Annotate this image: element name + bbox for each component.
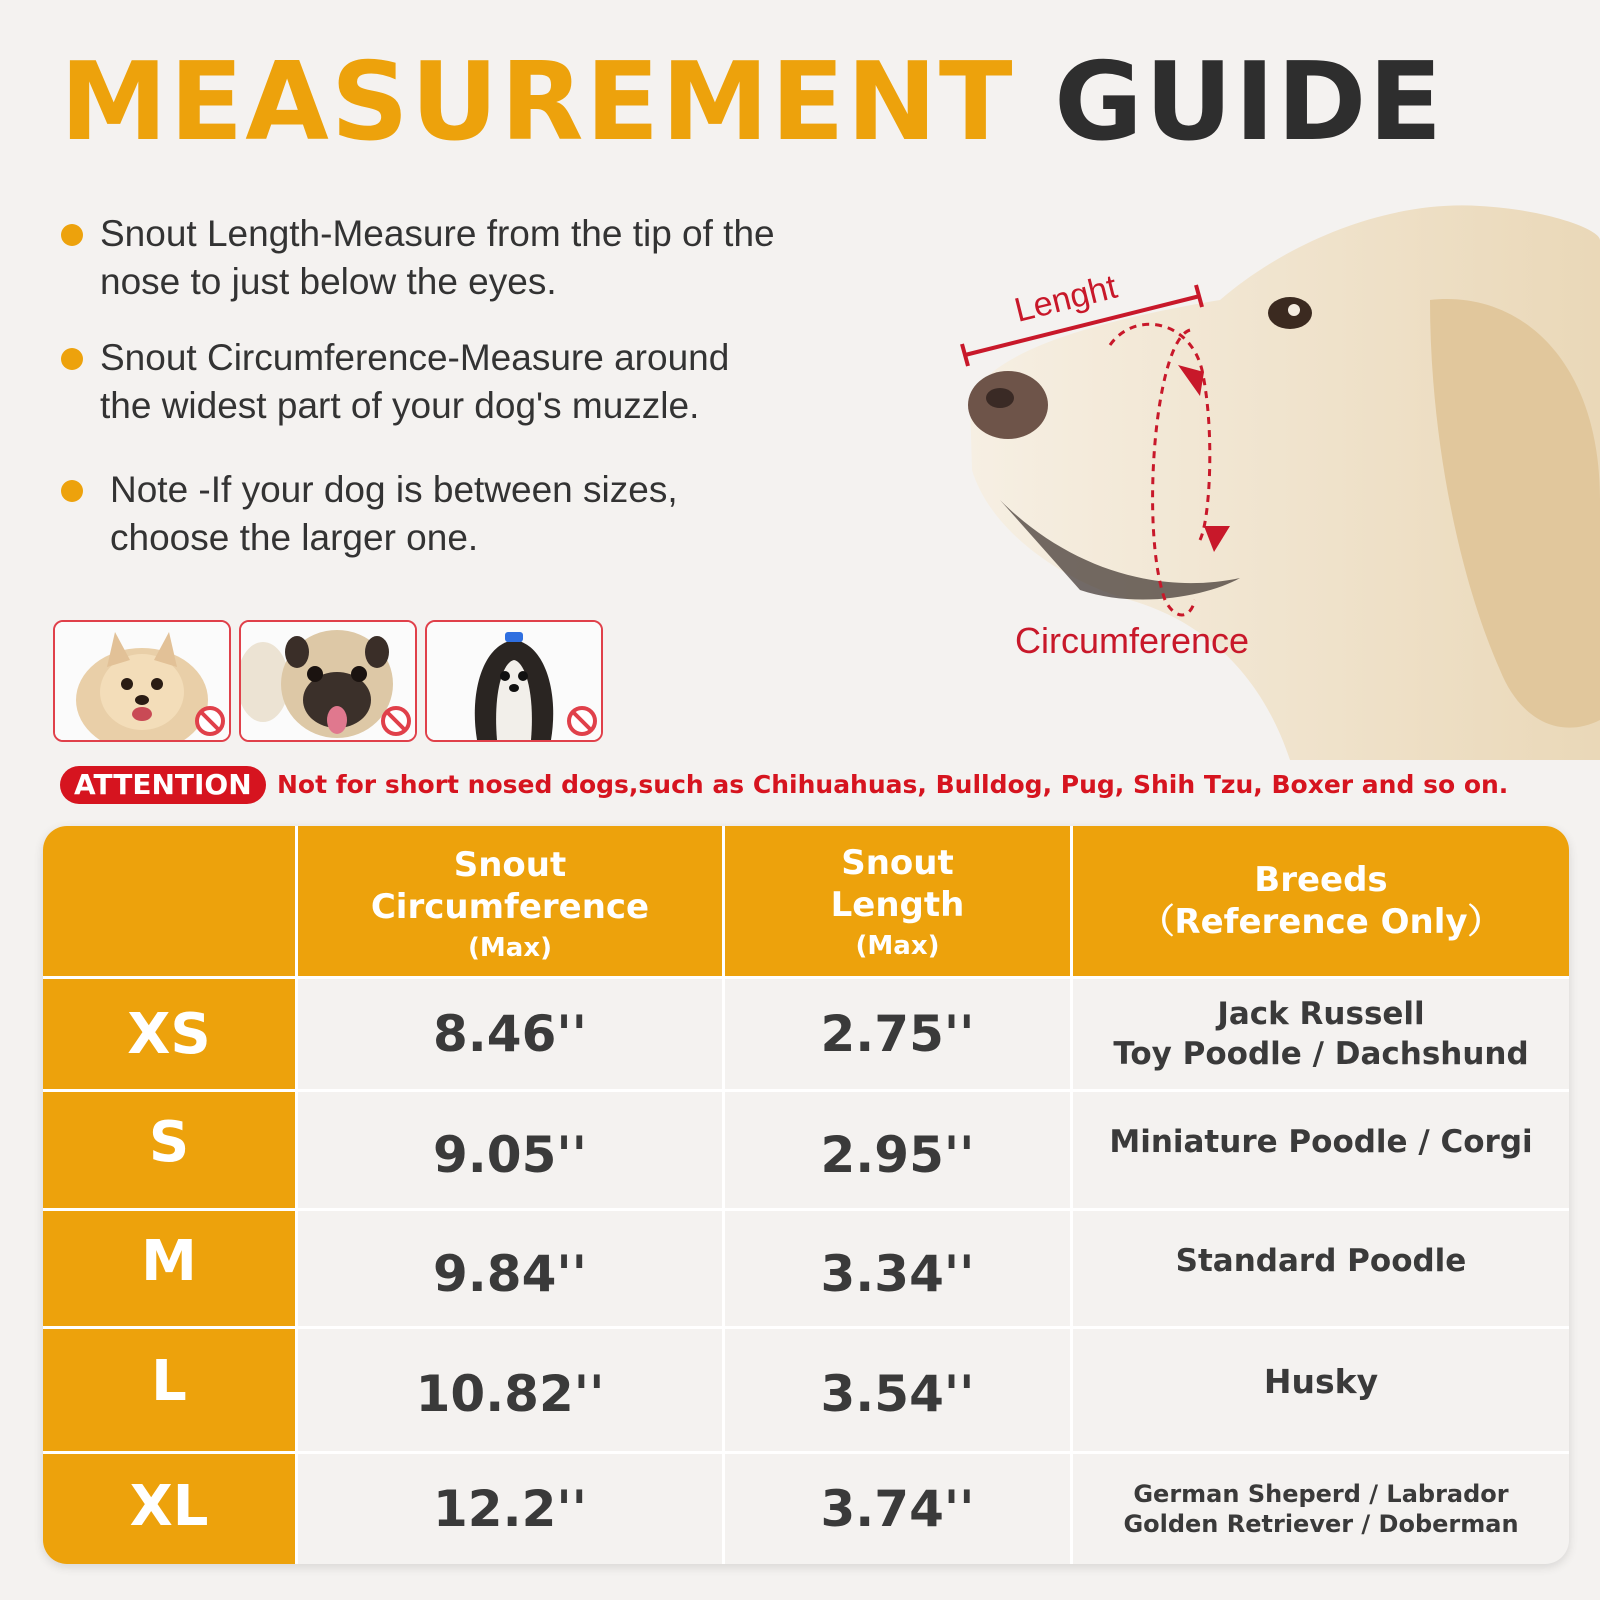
circumference-value: 12.2'' xyxy=(433,1480,587,1538)
length-value: 2.95'' xyxy=(820,1126,975,1184)
dog-measurement-diagram xyxy=(960,200,1600,760)
bullet-text-line: Note -If your dog is between sizes, xyxy=(110,469,678,510)
length-value: 3.74'' xyxy=(820,1480,975,1538)
breeds-value: German Sheperd / Labrador Golden Retriever / Doberman xyxy=(1123,1480,1519,1538)
length-value: 2.75'' xyxy=(820,1005,975,1063)
attention-text: Not for short nosed dogs,such as Chihuahuas, Bulldog, Pug, Shih Tzu, Boxer and so on. xyxy=(277,770,1509,799)
header-length: Snout Length (Max) xyxy=(830,843,965,961)
bullet-text-line: nose to just below the eyes. xyxy=(100,261,557,302)
size-label: M xyxy=(141,1228,197,1294)
pomeranian-thumbnail xyxy=(53,620,231,742)
circumference-value: 8.46'' xyxy=(433,1005,587,1063)
length-value: 3.34'' xyxy=(820,1244,975,1303)
title-word-measurement: MEASUREMENT xyxy=(60,40,1015,165)
header-breeds: Breeds （Reference Only） xyxy=(1140,860,1502,942)
size-label: S xyxy=(148,1109,190,1175)
bullet-dot-icon xyxy=(61,480,83,502)
attention-badge: ATTENTION xyxy=(60,766,266,804)
title-word-guide: GUIDE xyxy=(1054,40,1445,165)
size-chart-table xyxy=(43,826,1569,1564)
length-value: 3.54'' xyxy=(820,1365,975,1423)
attention-notice xyxy=(60,766,1580,806)
size-label: XS xyxy=(127,1001,211,1067)
size-label: L xyxy=(151,1348,187,1414)
size-label: XL xyxy=(129,1473,209,1539)
pug-thumbnail xyxy=(239,620,417,742)
breeds-value: Jack Russell Toy Poodle / Dachshund xyxy=(1113,996,1529,1072)
header-circumference: Snout Circumference (Max) xyxy=(370,845,650,963)
breeds-value: Husky xyxy=(1263,1361,1379,1401)
circumference-value: 9.84'' xyxy=(433,1244,587,1303)
bullet-text-line: choose the larger one. xyxy=(110,517,479,558)
length-label: Lenght xyxy=(1010,267,1121,330)
breeds-value: Standard Poodle xyxy=(1175,1243,1467,1279)
no-entry-icon xyxy=(565,704,599,738)
bullet-text-line: Snout Circumference-Measure around xyxy=(100,337,730,378)
bullet-text-line: the widest part of your dog's muzzle. xyxy=(100,385,700,426)
page-title xyxy=(60,38,1444,168)
shih-tzu-thumbnail xyxy=(425,620,603,742)
no-entry-icon xyxy=(379,704,413,738)
circumference-label: Circumference xyxy=(1015,620,1250,661)
bullet-text-line: Snout Length-Measure from the tip of the xyxy=(100,213,775,254)
bullet-dot-icon xyxy=(61,224,83,246)
no-entry-icon xyxy=(193,704,227,738)
circumference-value: 9.05'' xyxy=(433,1126,587,1184)
circumference-value: 10.82'' xyxy=(415,1365,605,1423)
breeds-value: Miniature Poodle / Corgi xyxy=(1109,1124,1533,1160)
bullet-dot-icon xyxy=(61,348,83,370)
